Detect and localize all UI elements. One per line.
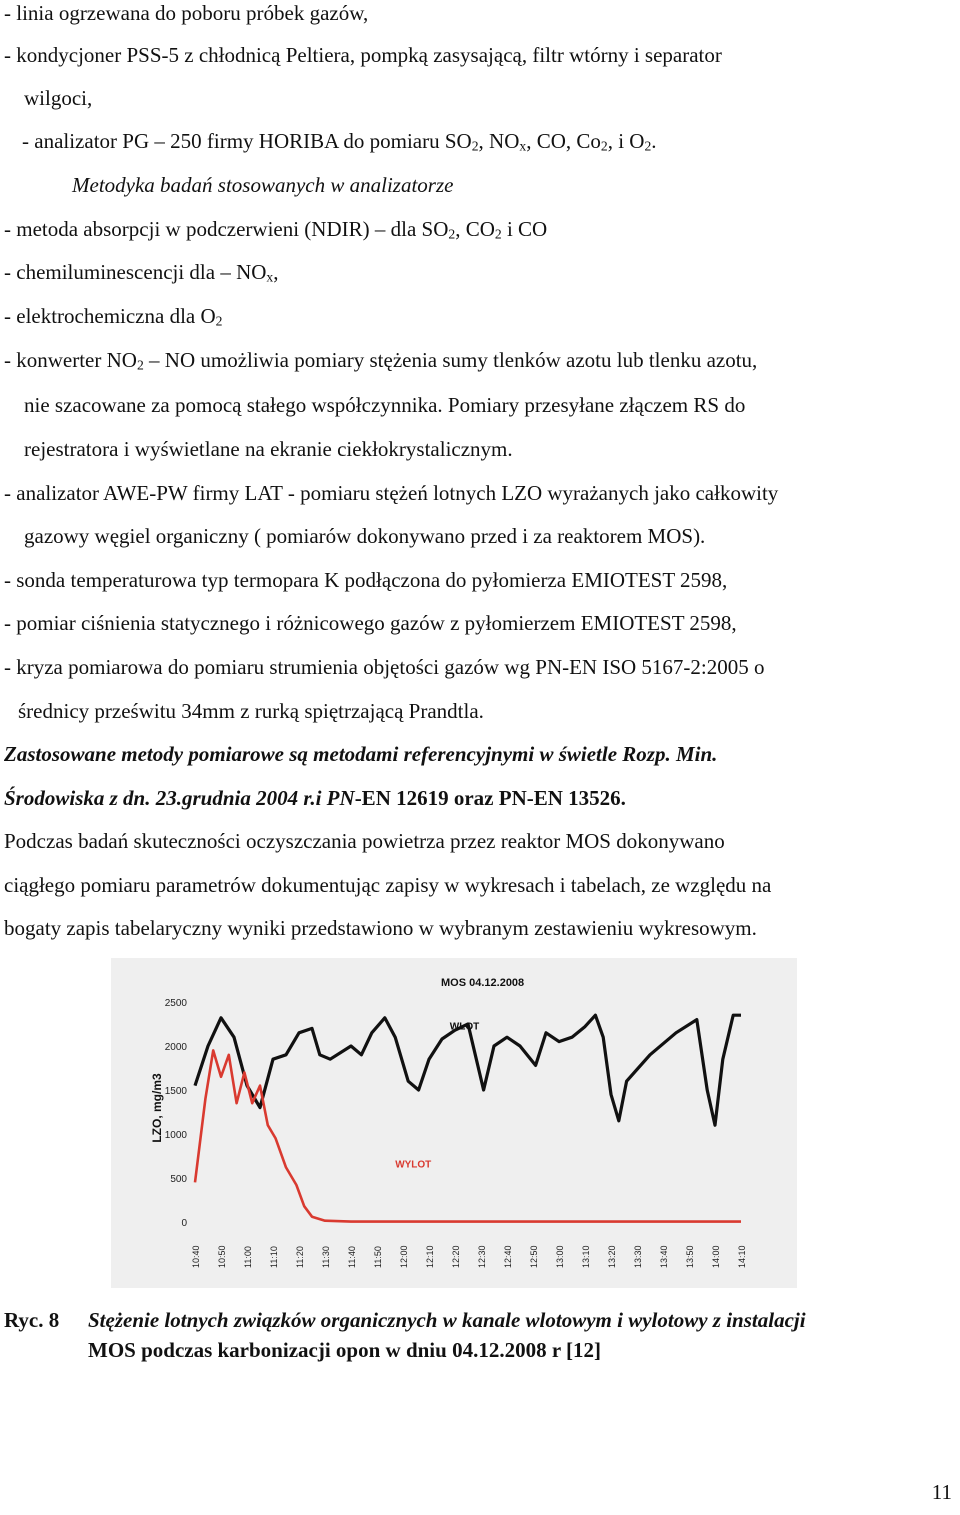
- x-tick-label: 13:10: [581, 1245, 591, 1268]
- y-tick-label: 1500: [164, 1086, 187, 1097]
- methods-note: Środowiska z dn. 23.grudnia 2004 r.i PN-EN 12619 oraz PN-EN 13526.: [4, 786, 626, 810]
- figure-caption-line1: Stężenie lotnych związków organicznych w kanale wlotowym i wylotowy z instalacji: [88, 1308, 806, 1332]
- x-tick-label: 12:20: [451, 1245, 461, 1268]
- list-item-continuation: nie szacowane za pomocą stałego współczynnika. Pomiary przesyłane złączem RS do: [24, 393, 746, 417]
- x-tick-label: 10:40: [191, 1245, 201, 1268]
- list-item: - analizator PG – 250 firmy HORIBA do pomiaru $SO_2$, $NO_x$, CO, $Co_2$, i $O_2$.: [22, 129, 657, 154]
- x-tick-label: 12:30: [477, 1245, 487, 1268]
- x-tick-label: 11:20: [295, 1246, 305, 1268]
- chart-title: MOS 04.12.2008: [441, 977, 525, 989]
- x-tick-label: 14:00: [711, 1245, 721, 1268]
- list-item: - sonda temperaturowa typ termopara K podłączona do pyłomierza EMIOTEST 2598,: [4, 568, 728, 592]
- x-tick-label: 11:40: [347, 1246, 357, 1268]
- y-axis-label: LZO, mg/m3: [150, 1073, 164, 1143]
- series-group: [195, 1015, 741, 1221]
- x-tick-label: 10:50: [217, 1245, 227, 1268]
- figure-label: Ryc. 8: [4, 1308, 60, 1332]
- x-tick-label: 11:10: [269, 1246, 279, 1268]
- series-line-wylot: [195, 1050, 741, 1221]
- y-tick-label: 0: [181, 1218, 187, 1229]
- x-tick-label: 11:50: [373, 1246, 383, 1268]
- paragraph-line: Podczas badań skuteczności oczyszczania powietrza przez reaktor MOS dokonywano: [4, 829, 725, 853]
- lzo-line-chart: [111, 958, 797, 1288]
- list-item: - elektrochemiczna dla $O_2$: [4, 304, 223, 329]
- y-axis: [165, 998, 188, 1229]
- x-tick-label: 13:30: [633, 1245, 643, 1268]
- paragraph-line: ciągłego pomiaru parametrów dokumentując zapisy w wykresach i tabelach, ze względu na: [4, 873, 772, 897]
- y-tick-label: 1000: [164, 1130, 187, 1141]
- list-item: - analizator AWE-PW firmy LAT - pomiaru stężeń lotnych LZO wyrażanych jako całkowity: [4, 481, 779, 505]
- list-item: - kryza pomiarowa do pomiaru strumienia objętości gazów wg PN-EN ISO 5167-2:2005 o: [4, 655, 765, 679]
- x-tick-label: 13:00: [555, 1245, 565, 1268]
- x-tick-label: 13:20: [607, 1245, 617, 1268]
- list-item-continuation: wilgoci,: [24, 86, 93, 110]
- figure-chart: [111, 958, 797, 1288]
- methods-note: Zastosowane metody pomiarowe są metodami referencyjnymi w świetle Rozp. Min.: [4, 742, 718, 766]
- x-tick-label: 13:40: [659, 1245, 669, 1268]
- list-item: - konwerter $NO_2$ – NO umożliwia pomiary stężenia sumy tlenków azotu lub tlenku azotu,: [4, 348, 758, 373]
- x-tick-label: 11:30: [321, 1246, 331, 1268]
- x-tick-label: 12:50: [529, 1245, 539, 1268]
- y-tick-label: 2500: [164, 998, 187, 1009]
- list-item: - pomiar ciśnienia statycznego i różnicowego gazów z pyłomierzem EMIOTEST 2598,: [4, 611, 737, 635]
- list-item: - kondycjoner PSS-5 z chłodnicą Peltiera, pompką zasysającą, filtr wtórny i separator: [4, 43, 722, 67]
- list-item-continuation: średnicy prześwitu 34mm z rurką spiętrzającą Prandtla.: [18, 699, 484, 723]
- x-tick-label: 11:00: [243, 1246, 253, 1268]
- series-label-wlot: WLOT: [449, 1021, 480, 1033]
- x-tick-label: 13:50: [685, 1245, 695, 1268]
- list-item: - chemiluminescencji dla – $NO_x$,: [4, 260, 279, 285]
- list-item: - metoda absorpcji w podczerwieni (NDIR) – dla $SO_2$, $CO_2$ i CO: [4, 217, 548, 242]
- x-tick-label: 14:10: [737, 1245, 747, 1268]
- paragraph-line: bogaty zapis tabelaryczny wyniki przedstawiono w wybranym zestawieniu wykresowym.: [4, 916, 757, 940]
- series-label-wylot: WYLOT: [395, 1159, 432, 1171]
- x-axis: [191, 1245, 747, 1268]
- list-item: - linia ogrzewana do poboru próbek gazów,: [4, 1, 369, 25]
- list-item-continuation: gazowy węgiel organiczny ( pomiarów dokonywano przed i za reaktorem MOS).: [24, 524, 706, 548]
- section-heading: Metodyka badań stosowanych w analizatorze: [72, 173, 454, 197]
- list-item-continuation: rejestratora i wyświetlane na ekranie ciekłokrystalicznym.: [24, 437, 513, 461]
- x-tick-label: 12:00: [399, 1245, 409, 1268]
- x-tick-label: 12:40: [503, 1245, 513, 1268]
- y-tick-label: 2000: [164, 1042, 187, 1053]
- page-number: 11: [931, 1480, 952, 1504]
- y-tick-label: 500: [170, 1174, 187, 1185]
- figure-caption-line2: MOS podczas karbonizacji opon w dniu 04.12.2008 r [12]: [88, 1338, 601, 1362]
- x-tick-label: 12:10: [425, 1245, 435, 1268]
